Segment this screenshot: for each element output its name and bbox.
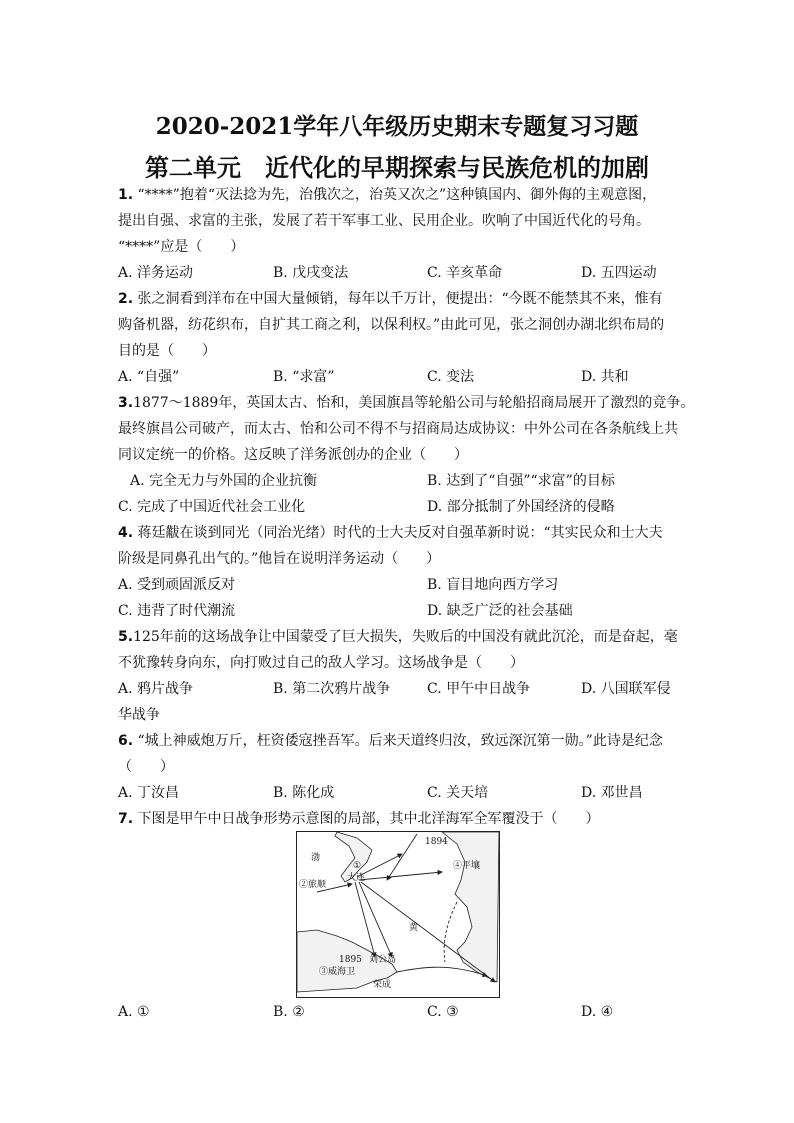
question-text: 125年前的这场战争让中国蒙受了巨大损失，失败后的中国没有就此沉沦，而是奋起，毫 bbox=[133, 629, 678, 645]
question-text: “城上神威炮万斤，枉资倭寇挫吾军。后来天道终归汝，致远深沉第一勋。”此诗是纪念 bbox=[137, 733, 663, 749]
question-number: 4. bbox=[118, 525, 134, 541]
option-a[interactable]: A. 受到顽固派反对 bbox=[118, 577, 236, 593]
question-4-line-1 bbox=[118, 523, 678, 543]
page-subtitle: 第二单元 近代化的早期探索与民族危机的加剧 bbox=[145, 153, 649, 182]
question-3-line-2: 最终旗昌公司破产，而太古、怡和公司不得不与招商局达成协议：中外公司在各条航线上共 bbox=[118, 421, 678, 437]
label-1894: 1894 bbox=[425, 837, 448, 847]
option-b[interactable]: B. 戊戌变法 bbox=[273, 265, 349, 281]
question-text: “****”抱着“灭法捻为先，治俄次之，治英又次之”这种镇国内、御外侮的主观意图， bbox=[137, 187, 657, 203]
label-1895: 1895 bbox=[339, 955, 362, 965]
option-c[interactable]: C. ③ bbox=[427, 1004, 459, 1020]
question-number: 5. bbox=[118, 629, 134, 645]
option-c[interactable]: C. 变法 bbox=[427, 369, 475, 385]
question-5-line-2: 不犹豫转身向东，向打败过自己的敌人学习。这场战争是（ ） bbox=[118, 655, 524, 671]
question-text: 张之洞看到洋布在中国大量倾销，每年以千万计，便提出：“今既不能禁其不来，惟有 bbox=[137, 291, 663, 307]
question-text: 1877～1889年，英国太古、怡和，美国旗昌等轮船公司与轮船招商局展开了激烈的竞争。 bbox=[133, 395, 695, 411]
option-b[interactable]: B. 陈化成 bbox=[273, 785, 335, 801]
question-1-line-1 bbox=[118, 185, 678, 205]
question-2-line-3: 目的是（ ） bbox=[118, 343, 216, 359]
coastline-korea bbox=[442, 832, 499, 982]
option-d[interactable]: D. 缺乏广泛的社会基础 bbox=[427, 603, 573, 619]
option-b[interactable]: B. 达到了“自强”“求富”的目标 bbox=[427, 473, 615, 489]
route-line bbox=[387, 834, 417, 880]
question-1-line-3: “****”应是（ ） bbox=[118, 239, 245, 255]
question-2-line-1 bbox=[118, 289, 678, 309]
label-lushun: ②旅顺 bbox=[299, 880, 327, 890]
option-d[interactable]: D. 邓世昌 bbox=[581, 785, 643, 801]
option-b[interactable]: B. “求富” bbox=[273, 369, 335, 385]
map-svg bbox=[297, 832, 499, 997]
option-d[interactable]: D. 八国联军侵 bbox=[581, 681, 671, 697]
question-number: 6. bbox=[118, 733, 134, 749]
option-c[interactable]: C. 辛亥革命 bbox=[427, 265, 503, 281]
label-huang: 黄 bbox=[409, 923, 419, 933]
question-7-line-1 bbox=[118, 809, 678, 829]
option-c[interactable]: C. 关天培 bbox=[427, 785, 489, 801]
question-number: 3. bbox=[118, 395, 134, 411]
question-text: 蒋廷黻在谈到同光（同治光绪）时代的士大夫反对自强革新时说：“其实民众和士大夫 bbox=[137, 525, 663, 541]
option-b[interactable]: B. 第二次鸦片战争 bbox=[273, 681, 391, 697]
label-dalian: 大连 bbox=[347, 873, 366, 883]
option-d[interactable]: D. ④ bbox=[581, 1004, 614, 1020]
option-a[interactable]: A. ① bbox=[118, 1004, 150, 1020]
option-a[interactable]: A. “自强” bbox=[118, 369, 180, 385]
option-c[interactable]: C. 完成了中国近代社会工业化 bbox=[118, 499, 306, 515]
option-d[interactable]: D. 五四运动 bbox=[581, 265, 657, 281]
label-bo: 渤 bbox=[311, 853, 321, 863]
question-3-line-1 bbox=[118, 393, 695, 413]
question-5-line-1 bbox=[118, 627, 678, 647]
question-2-line-2: 购备机器，纺花织布，自扩其工商之利，以保利权。”由此可见，张之洞创办湖北织布局的 bbox=[118, 317, 665, 333]
label-marker-1: ① bbox=[353, 861, 362, 871]
option-a[interactable]: A. 丁汝昌 bbox=[118, 785, 180, 801]
option-a[interactable]: A. 鸦片战争 bbox=[118, 681, 194, 697]
option-d[interactable]: D. 部分抵制了外国经济的侵略 bbox=[427, 499, 615, 515]
question-number: 7. bbox=[118, 811, 134, 827]
question-4-line-2: 阶级是同鼻孔出气的。”他旨在说明洋务运动（ ） bbox=[118, 551, 441, 567]
question-1-line-2: 提出自强、求富的主张，发展了若干军事工业、民用企业。吹响了中国近代化的号角。 bbox=[118, 213, 650, 229]
question-number: 2. bbox=[118, 291, 134, 307]
question-number: 1. bbox=[118, 187, 134, 203]
option-d-continued: 华战争 bbox=[118, 707, 160, 723]
option-b[interactable]: B. 盲目地向西方学习 bbox=[427, 577, 559, 593]
option-c[interactable]: C. 违背了时代潮流 bbox=[118, 603, 236, 619]
question-6-line-2: （ ） bbox=[118, 759, 174, 775]
option-d[interactable]: D. 共和 bbox=[581, 369, 629, 385]
option-a[interactable]: A. 完全无力与外国的企业抗衡 bbox=[130, 473, 318, 489]
question-text: 下图是甲午中日战争形势示意图的局部，其中北洋海军全军覆没于（ ） bbox=[137, 811, 600, 827]
war-situation-map bbox=[296, 831, 500, 998]
label-rongcheng: 荣成 bbox=[373, 980, 392, 990]
page-title: 2020-2021学年八年级历史期末专题复习习题 bbox=[155, 113, 639, 140]
option-c[interactable]: C. 甲午中日战争 bbox=[427, 681, 531, 697]
question-3-line-3: 同议定统一的价格。这反映了洋务派创办的企业（ ） bbox=[118, 447, 468, 463]
option-b[interactable]: B. ② bbox=[273, 1004, 305, 1020]
question-6-line-1 bbox=[118, 731, 678, 751]
label-pingrang: ④平壤 bbox=[453, 861, 481, 871]
route-line bbox=[359, 872, 442, 880]
label-liugong: 刘公岛 bbox=[369, 955, 397, 965]
route-curve bbox=[444, 902, 457, 962]
option-a[interactable]: A. 洋务运动 bbox=[118, 265, 194, 281]
label-weihaiwei: ③威海卫 bbox=[319, 967, 356, 977]
